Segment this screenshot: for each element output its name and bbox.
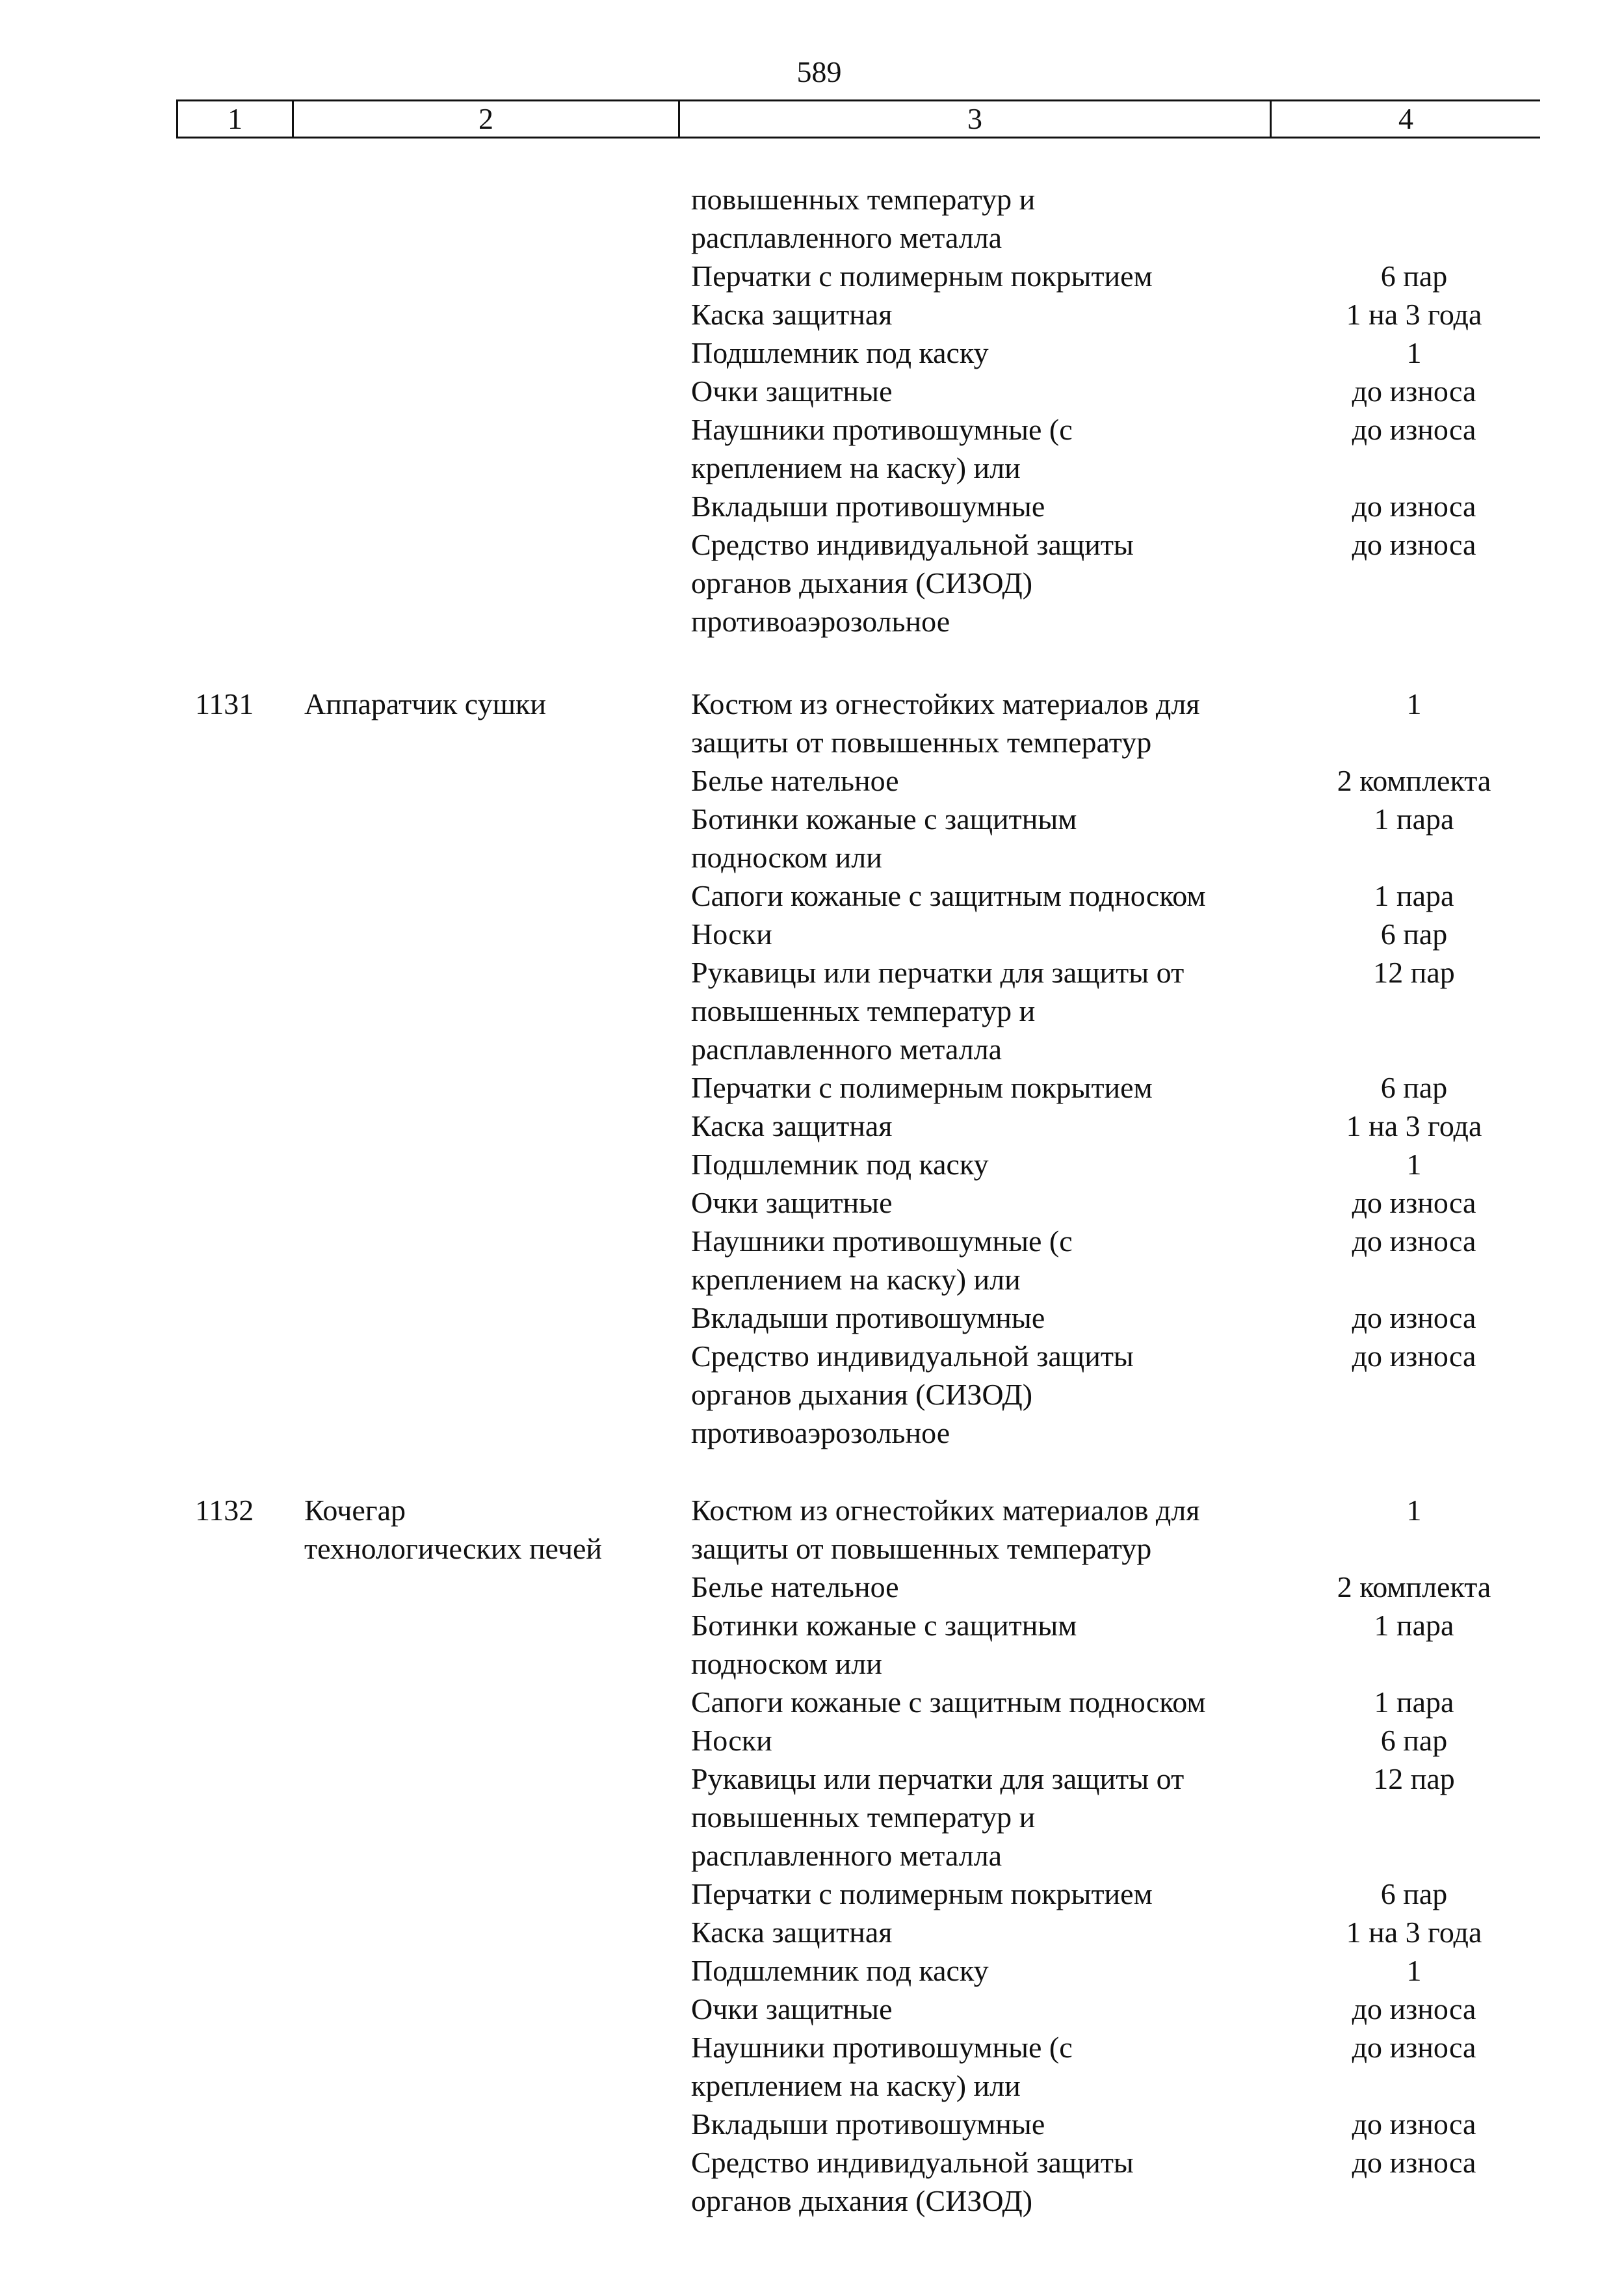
ppe-item: Очки защитные <box>691 375 893 408</box>
ppe-item: Каска защитная <box>691 298 893 331</box>
issue-norm: 6 пар <box>1380 1071 1448 1104</box>
ppe-item: Сапоги кожаные с защитным подноском <box>691 1685 1206 1719</box>
table-row <box>0 1145 1624 1183</box>
ppe-item: Вкладыши противошумные <box>691 2107 1045 2141</box>
ppe-item: Каска защитная <box>691 1109 893 1142</box>
table-row <box>0 1644 1624 1683</box>
issue-norm: 12 пар <box>1373 956 1455 989</box>
table-row <box>0 602 1624 640</box>
table-row <box>0 1529 1624 1568</box>
column-header-4: 4 <box>1270 101 1540 137</box>
ppe-item: креплением на каску) или <box>691 1263 1021 1296</box>
table-row <box>0 685 1624 723</box>
column-header-3: 3 <box>678 101 1270 137</box>
ppe-item: расплавленного металла <box>691 1033 1002 1066</box>
table-row <box>0 372 1624 410</box>
ppe-item: Наушники противошумные (с <box>691 2031 1073 2064</box>
ppe-item: подноском или <box>691 1647 882 1680</box>
issue-norm: до износа <box>1352 2031 1476 2064</box>
issue-norm: 1 пара <box>1374 1685 1454 1719</box>
table-row <box>0 1183 1624 1222</box>
ppe-item: Рукавицы или перчатки для защиты от <box>691 1762 1185 1795</box>
ppe-item: Подшлемник под каску <box>691 1954 989 1987</box>
table-row <box>0 1683 1624 1721</box>
ppe-item: Вкладыши противошумные <box>691 1301 1045 1334</box>
issue-norm: 12 пар <box>1373 1762 1455 1795</box>
issue-norm: 2 комплекта <box>1337 764 1491 797</box>
table-row <box>0 410 1624 449</box>
issue-norm: до износа <box>1352 413 1476 446</box>
issue-norm: до износа <box>1352 2146 1476 2179</box>
table-row <box>0 838 1624 877</box>
ppe-item: Перчатки с полимерным покрытием <box>691 1071 1153 1104</box>
ppe-item: Белье нательное <box>691 764 899 797</box>
profession-name: Кочегар <box>304 1494 406 1527</box>
table-row <box>0 2143 1624 2182</box>
table-row <box>0 1068 1624 1107</box>
ppe-item: повышенных температур и <box>691 183 1036 216</box>
table-row <box>0 1414 1624 1452</box>
table-row <box>0 449 1624 487</box>
table-row <box>0 1913 1624 1951</box>
issue-norm: 1 на 3 года <box>1346 1916 1482 1949</box>
ppe-item: Вкладыши противошумные <box>691 490 1045 523</box>
issue-norm: до износа <box>1352 1224 1476 1258</box>
ppe-item: Костюм из огнестойких материалов для <box>691 1494 1200 1527</box>
ppe-item: Костюм из огнестойких материалов для <box>691 687 1200 720</box>
table-row <box>0 761 1624 800</box>
table-row <box>0 2182 1624 2220</box>
table-row <box>0 1260 1624 1299</box>
ppe-item: креплением на каску) или <box>691 451 1021 484</box>
ppe-item: Средство индивидуальной защиты <box>691 528 1134 561</box>
issue-norm: 6 пар <box>1380 917 1448 951</box>
entry-number: 1131 <box>195 687 254 720</box>
issue-norm: 1 пара <box>1374 1609 1454 1642</box>
table-row <box>0 487 1624 525</box>
profession-name: Аппаратчик сушки <box>304 687 546 720</box>
issue-norm: до износа <box>1352 1992 1476 2025</box>
issue-norm: до износа <box>1352 490 1476 523</box>
table-row <box>0 525 1624 564</box>
table-row <box>0 992 1624 1030</box>
issue-norm: 1 пара <box>1374 879 1454 912</box>
issue-norm: 6 пар <box>1380 1877 1448 1910</box>
table-row <box>0 218 1624 257</box>
column-header-2: 2 <box>292 101 678 137</box>
ppe-item: Очки защитные <box>691 1992 893 2025</box>
table-row <box>0 1299 1624 1337</box>
ppe-item: Носки <box>691 1724 772 1757</box>
table-row <box>0 2066 1624 2105</box>
ppe-item: Каска защитная <box>691 1916 893 1949</box>
ppe-item: Белье нательное <box>691 1570 899 1603</box>
issue-norm: 1 <box>1406 1494 1422 1527</box>
ppe-item: Подшлемник под каску <box>691 336 989 369</box>
table-row <box>0 723 1624 761</box>
table-row <box>0 257 1624 295</box>
ppe-item: Наушники противошумные (с <box>691 1224 1073 1258</box>
ppe-item: расплавленного металла <box>691 221 1002 254</box>
issue-norm: 1 <box>1406 687 1422 720</box>
table-row <box>0 1222 1624 1260</box>
issue-norm: 1 <box>1406 1954 1422 1987</box>
table-row <box>0 1836 1624 1875</box>
ppe-item: подноском или <box>691 841 882 874</box>
issue-norm: до износа <box>1352 1301 1476 1334</box>
issue-norm: до износа <box>1352 2107 1476 2141</box>
table-row <box>0 915 1624 953</box>
issue-norm: 6 пар <box>1380 259 1448 293</box>
ppe-item: противоаэрозольное <box>691 1416 950 1449</box>
ppe-item: защиты от повышенных температур <box>691 1532 1152 1565</box>
issue-norm: до износа <box>1352 528 1476 561</box>
ppe-item: Перчатки с полимерным покрытием <box>691 1877 1153 1910</box>
profession-name: технологических печей <box>304 1532 603 1565</box>
issue-norm: до износа <box>1352 1339 1476 1373</box>
table-row <box>0 295 1624 334</box>
ppe-item: Носки <box>691 917 772 951</box>
table-row <box>0 1798 1624 1836</box>
ppe-item: Сапоги кожаные с защитным подноском <box>691 879 1206 912</box>
column-header-row <box>176 99 1540 139</box>
ppe-item: Рукавицы или перчатки для защиты от <box>691 956 1185 989</box>
ppe-item: Средство индивидуальной защиты <box>691 2146 1134 2179</box>
table-row <box>0 1990 1624 2028</box>
table-row <box>0 2105 1624 2143</box>
table-row <box>0 1760 1624 1798</box>
column-header-1: 1 <box>176 101 292 137</box>
table-row <box>0 180 1624 218</box>
ppe-item: расплавленного металла <box>691 1839 1002 1872</box>
ppe-item: Ботинки кожаные с защитным <box>691 1609 1077 1642</box>
ppe-item: органов дыхания (СИЗОД) <box>691 2184 1033 2217</box>
table-row <box>0 564 1624 602</box>
ppe-item: органов дыхания (СИЗОД) <box>691 1378 1033 1411</box>
issue-norm: 1 пара <box>1374 802 1454 836</box>
entry-number: 1132 <box>195 1494 254 1527</box>
ppe-item: Подшлемник под каску <box>691 1148 989 1181</box>
issue-norm: 1 <box>1406 1148 1422 1181</box>
ppe-item: Перчатки с полимерным покрытием <box>691 259 1153 293</box>
table-row <box>0 1721 1624 1760</box>
table-row <box>0 1491 1624 1529</box>
table-row <box>0 1375 1624 1414</box>
table-row <box>0 1951 1624 1990</box>
issue-norm: 2 комплекта <box>1337 1570 1491 1603</box>
ppe-item: органов дыхания (СИЗОД) <box>691 566 1033 600</box>
ppe-item: Очки защитные <box>691 1186 893 1219</box>
ppe-item: Средство индивидуальной защиты <box>691 1339 1134 1373</box>
page-number: 589 <box>796 55 842 88</box>
table-row <box>0 800 1624 838</box>
ppe-item: креплением на каску) или <box>691 2069 1021 2102</box>
issue-norm: до износа <box>1352 1186 1476 1219</box>
ppe-item: защиты от повышенных температур <box>691 726 1152 759</box>
issue-norm: 1 на 3 года <box>1346 1109 1482 1142</box>
table-row <box>0 334 1624 372</box>
issue-norm: 1 <box>1406 336 1422 369</box>
issue-norm: 6 пар <box>1380 1724 1448 1757</box>
table-row <box>0 1107 1624 1145</box>
table-row <box>0 1337 1624 1375</box>
table-row <box>0 1568 1624 1606</box>
ppe-item: Ботинки кожаные с защитным <box>691 802 1077 836</box>
ppe-item: противоаэрозольное <box>691 605 950 638</box>
issue-norm: до износа <box>1352 375 1476 408</box>
table-row <box>0 1030 1624 1068</box>
table-row <box>0 1875 1624 1913</box>
table-row <box>0 2028 1624 2066</box>
table-row <box>0 877 1624 915</box>
table-row <box>0 1606 1624 1644</box>
table-row <box>0 953 1624 992</box>
ppe-item: повышенных температур и <box>691 1801 1036 1834</box>
ppe-item: Наушники противошумные (с <box>691 413 1073 446</box>
ppe-item: повышенных температур и <box>691 994 1036 1027</box>
issue-norm: 1 на 3 года <box>1346 298 1482 331</box>
